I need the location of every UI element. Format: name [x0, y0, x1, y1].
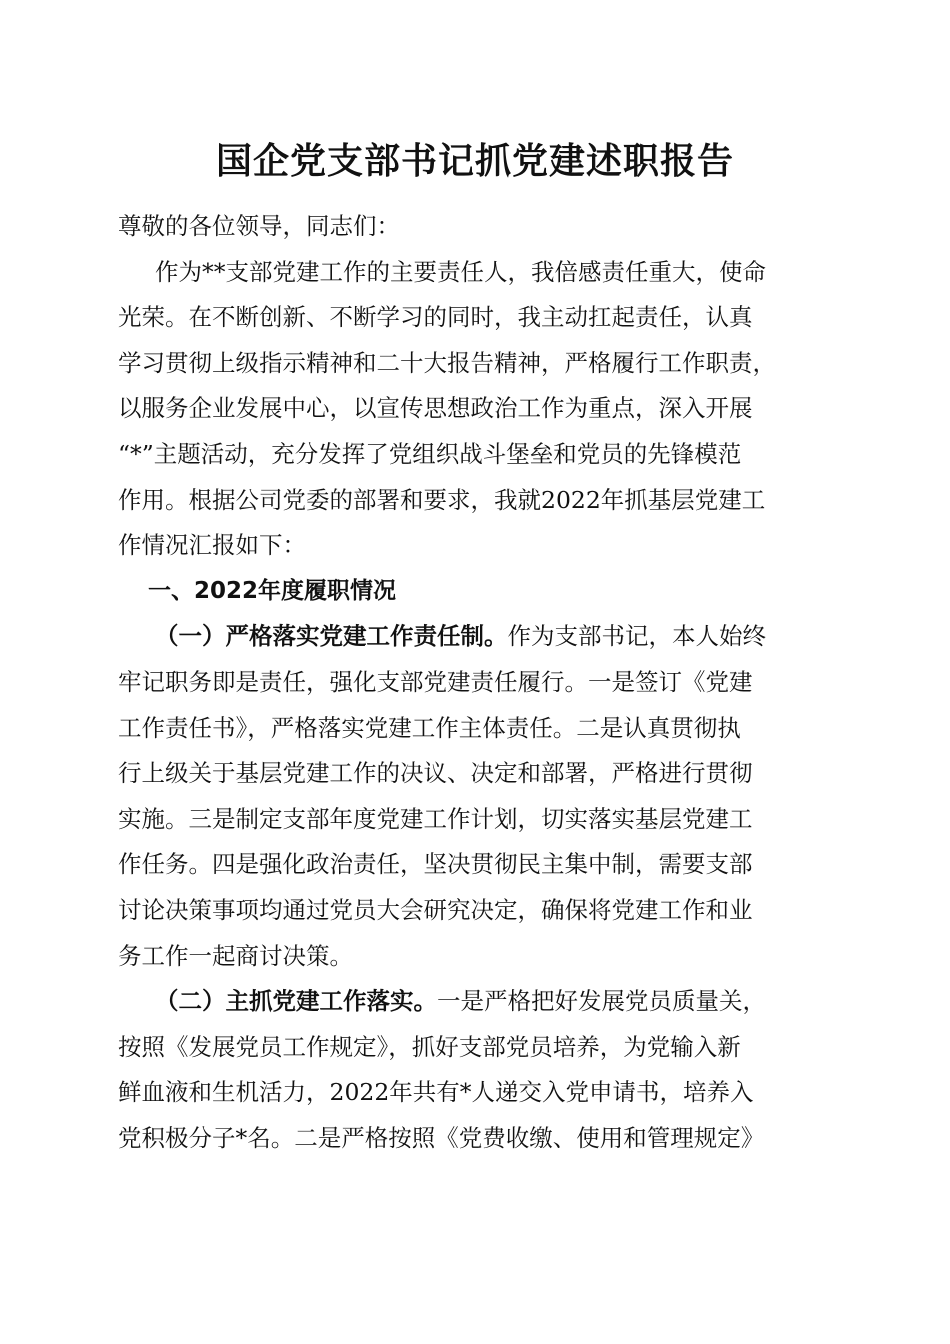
- intro-line: 学习贯彻上级指示精神和二十大报告精神，严格履行工作职责，: [118, 348, 776, 377]
- intro-line: 作用。根据公司党委的部署和要求，我就2022年抓基层党建工: [118, 485, 766, 514]
- subsection-2-line: 党积极分子*名。二是严格按照《党费收缴、使用和管理规定》: [118, 1123, 765, 1152]
- subsection-1-line: 讨论决策事项均通过党员大会研究决定，确保将党建工作和业: [118, 895, 753, 924]
- subsection-1-line: 实施。三是制定支部年度党建工作计划，切实落实基层党建工: [118, 804, 753, 833]
- subsection-1-line: 作任务。四是强化政治责任，坚决贯彻民主集中制，需要支部: [118, 850, 753, 879]
- subsection-1-line: 务工作一起商讨决策。: [118, 941, 353, 970]
- intro-line: 以服务企业发展中心，以宣传思想政治工作为重点，深入开展: [118, 394, 753, 423]
- intro-line: 作为**支部党建工作的主要责任人，我倍感责任重大，使命: [155, 257, 766, 286]
- greeting: 尊敬的各位领导，同志们：: [118, 212, 400, 240]
- intro-line: 光荣。在不断创新、不断学习的同时，我主动扛起责任，认真: [118, 303, 753, 332]
- subsection-2-heading: （二）主抓党建工作落实。: [155, 987, 437, 1016]
- subsection-2-first-line: [118, 979, 833, 1025]
- subsection-1-first-line: [118, 614, 833, 660]
- section-heading: 一、2022年度履职情况: [148, 577, 397, 604]
- subsection-1-line: 牢记职务即是责任，强化支部党建责任履行。一是签订《党建: [118, 667, 753, 696]
- subsection-1-line: 工作责任书》，严格落实党建工作主体责任。二是认真贯彻执: [118, 713, 741, 742]
- document-body: [118, 204, 833, 1161]
- intro-line: “*”主题活动，充分发挥了党组织战斗堡垒和党员的先锋模范: [118, 439, 742, 468]
- subsection-1-heading: （一）严格落实党建工作责任制。: [155, 622, 508, 651]
- document-title: 国企党支部书记抓党建述职报告: [215, 140, 734, 182]
- subsection-1-first-text: 作为支部书记，本人始终: [507, 622, 766, 651]
- subsection-2-first-text: 一是严格把好发展党员质量关，: [437, 987, 766, 1016]
- subsection-2-line: 按照《发展党员工作规定》，抓好支部党员培养，为党输入新: [118, 1032, 741, 1061]
- intro-line: 作情况汇报如下：: [118, 531, 306, 560]
- subsection-2-line: 鲜血液和生机活力，2022年共有*人递交入党申请书，培养入: [118, 1078, 754, 1107]
- subsection-1-line: 行上级关于基层党建工作的决议、决定和部署，严格进行贯彻: [118, 759, 753, 788]
